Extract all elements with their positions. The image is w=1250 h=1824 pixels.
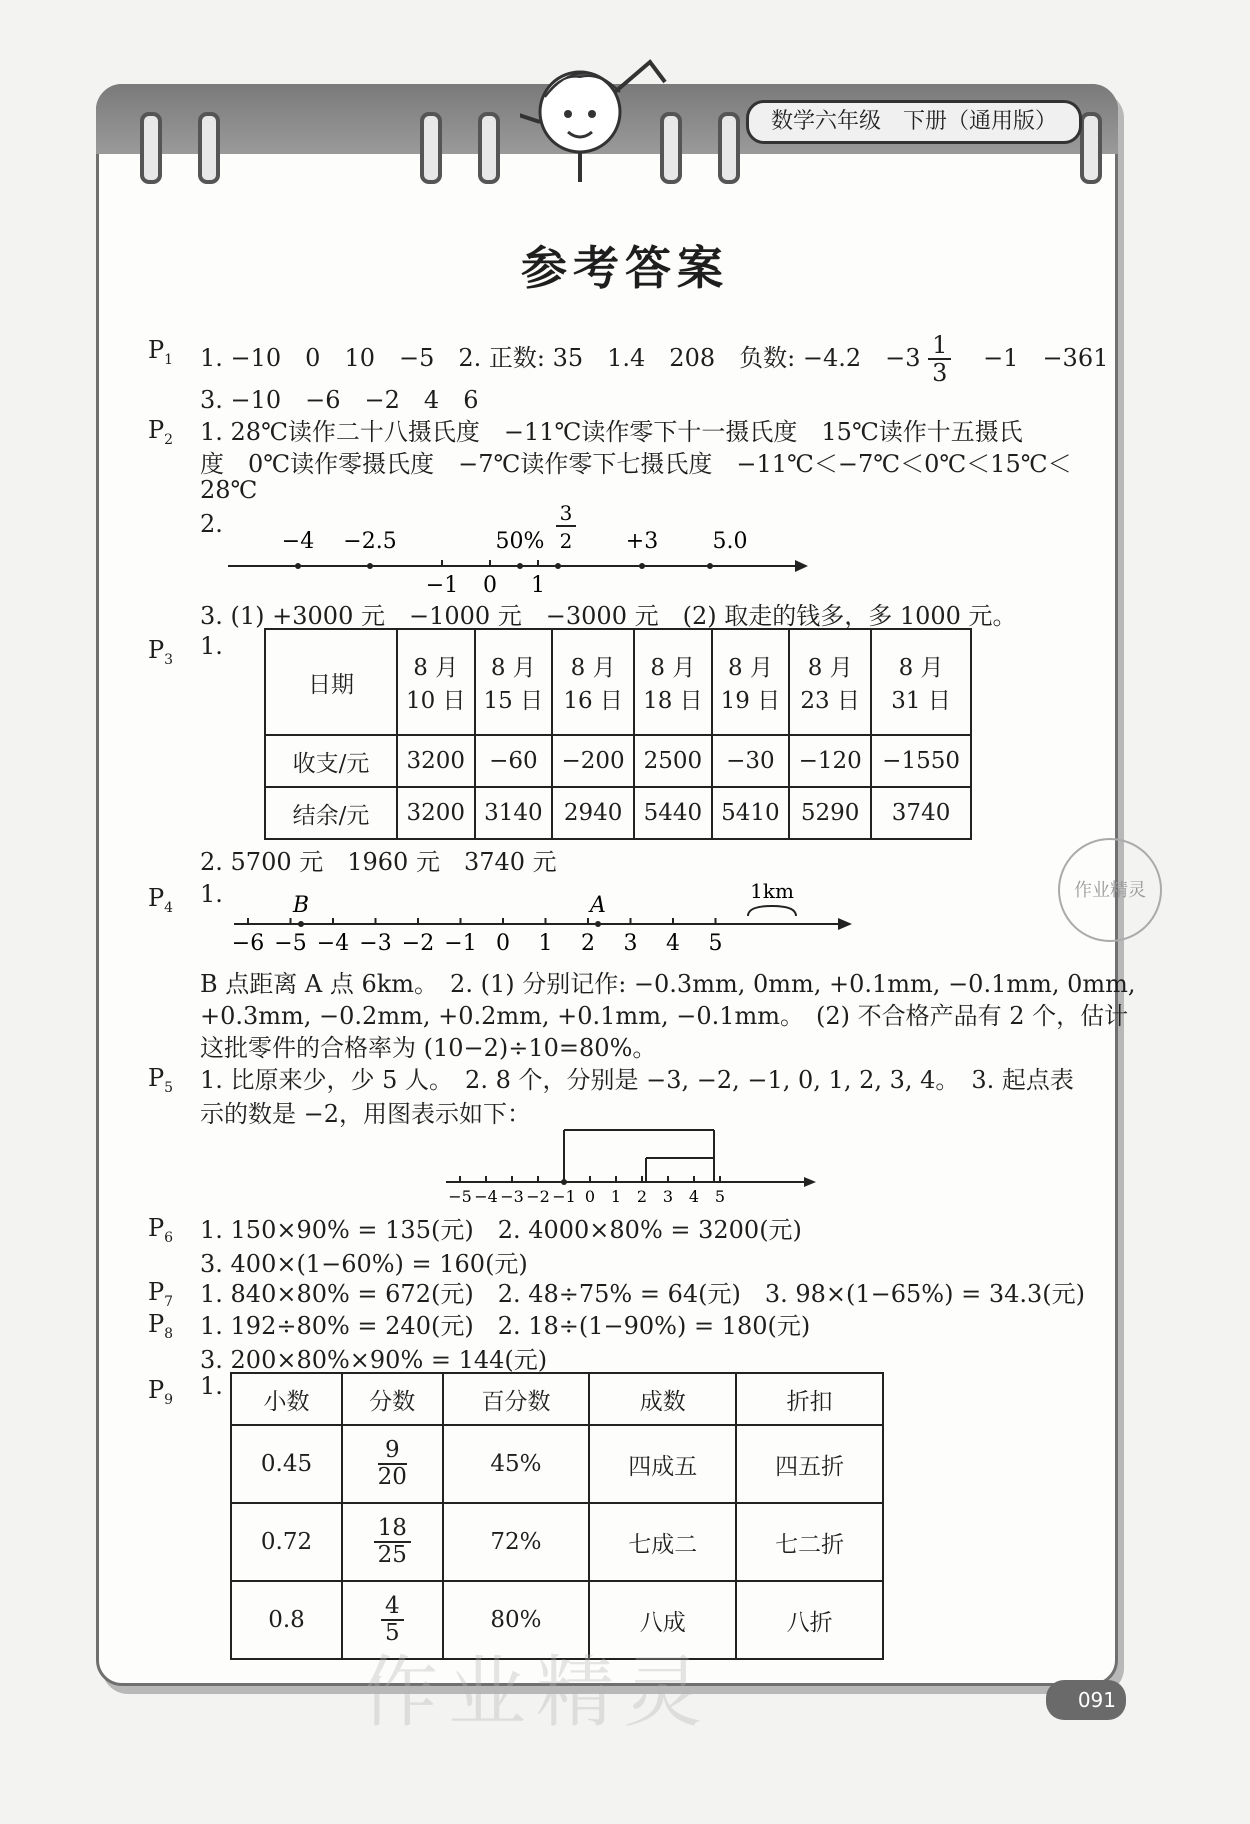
table-cell — [342, 1503, 443, 1581]
p2-line5: 3. (1) +3000 元 −1000 元 −3000 元 (2) 取走的钱多，多 1000 元。 — [200, 602, 1017, 630]
table-cell — [342, 1425, 443, 1503]
table-cell: 0.45 — [231, 1425, 342, 1503]
tick-label: 4 — [688, 1187, 700, 1206]
p1-line2: 3. −10 −6 −2 4 6 — [200, 386, 479, 414]
table-cell: 3200 — [397, 787, 475, 839]
label-bottom: −1 — [425, 573, 459, 598]
p6-line2: 3. 400×(1−60%) = 160(元) — [200, 1250, 528, 1278]
page-number: 091 — [1046, 1680, 1126, 1720]
fraction: $\frac{18}{25}$ — [374, 1516, 411, 1569]
stamp-seal: 作业精灵 — [1058, 838, 1162, 942]
binder-ring — [198, 112, 220, 184]
tick-label: 1 — [610, 1187, 622, 1206]
tick-label: 1 — [538, 931, 553, 956]
p8-line2: 3. 200×80%×90% = 144(元) — [200, 1346, 548, 1374]
binder-ring — [420, 112, 442, 184]
table-row — [265, 735, 971, 787]
table-cell: 0.72 — [231, 1503, 342, 1581]
tick-label: 5 — [714, 1187, 726, 1206]
tick-label: 2 — [636, 1187, 648, 1206]
table-header: 小数 — [231, 1373, 342, 1425]
p2-line1: 1. 28℃读作二十八摄氏度 −11℃读作零下十一摄氏度 15℃读作十五摄氏 — [200, 418, 1023, 446]
binder-ring — [478, 112, 500, 184]
arrow-head — [838, 918, 852, 930]
p3-line2: 2. 5700 元 1960 元 3740 元 — [200, 848, 557, 876]
tick-label: −2 — [401, 931, 435, 956]
tick-label: −4 — [316, 931, 350, 956]
date-cell: 8 月 16 日 — [552, 629, 634, 735]
table-row — [231, 1503, 883, 1581]
table-cell: 四五折 — [736, 1425, 883, 1503]
p2-line3: 28℃ — [200, 476, 258, 504]
table-header: 收支/元 — [265, 735, 397, 787]
point-a-label: A — [590, 893, 606, 918]
table-cell: 八成 — [589, 1581, 736, 1659]
p4-line3: 这批零件的合格率为 (10−2)÷10=80%。 — [200, 1034, 657, 1062]
p2-line4: 2. — [200, 510, 223, 538]
date-cell: 8 月 19 日 — [712, 629, 790, 735]
table-row — [231, 1373, 883, 1425]
date-cell: 8 月 23 日 — [789, 629, 871, 735]
date-cell: 8 月 18 日 — [634, 629, 712, 735]
fraction: $\frac{9}{20}$ — [377, 1436, 407, 1490]
table-cell: 七成二 — [589, 1503, 736, 1581]
table-cell: 3200 — [397, 735, 475, 787]
p3-label: $P_3$ — [148, 636, 174, 668]
table-cell: −30 — [712, 735, 790, 787]
p8-line1: 1. 192÷80% = 240(元) 2. 18÷(1−90%) = 180(元) — [200, 1312, 811, 1340]
p9-label: $P_9$ — [148, 1376, 174, 1408]
table-cell: 七二折 — [736, 1503, 883, 1581]
label-bottom: 1 — [531, 573, 545, 598]
point — [555, 563, 561, 569]
table-cell: −1550 — [871, 735, 971, 787]
p9-q1: 1. — [200, 1372, 223, 1400]
tick-label: −1 — [444, 931, 477, 956]
label-top: 50% — [495, 529, 545, 554]
p7-label: $P_7$ — [148, 1278, 174, 1310]
p4-line1: B 点距离 A 点 6km。 2. (1) 分别记作: −0.3mm, 0mm, +0.1mm, −0.1mm, 0mm, — [200, 970, 1136, 998]
point-b — [298, 921, 304, 927]
table-row — [265, 787, 971, 839]
table-row — [265, 629, 971, 735]
tick-label: −1 — [552, 1187, 576, 1206]
p4-number-line — [228, 880, 858, 960]
table-cell: 5290 — [789, 787, 871, 839]
label-top: +3 — [625, 529, 659, 554]
tick-label: 2 — [581, 931, 595, 956]
p2-line2: 度 0℃读作零摄氏度 −7℃读作零下七摄氏度 −11℃＜−7℃＜0℃＜15℃＜ — [200, 450, 1072, 478]
frac-den: 2 — [559, 529, 573, 553]
p4-label: $P_4$ — [148, 884, 174, 916]
table-header: 分数 — [342, 1373, 443, 1425]
tick-label: −3 — [359, 931, 392, 956]
table-header: 折扣 — [736, 1373, 883, 1425]
table-header: 成数 — [589, 1373, 736, 1425]
table-cell: −120 — [789, 735, 871, 787]
point-a — [595, 921, 601, 927]
table-cell: 72% — [443, 1503, 590, 1581]
arrow-head — [795, 560, 808, 572]
table-cell: 5440 — [634, 787, 712, 839]
tick-label: −5 — [448, 1187, 472, 1206]
tick-label: 3 — [623, 931, 638, 956]
tick-label: −2 — [526, 1187, 550, 1206]
p1-line1: 1. −10 0 10 −5 2. 正数: 35 1.4 208 负数: −4.2 −3 $\frac{1}{3}$ −1 −361 — [200, 331, 1109, 388]
tick-label: −6 — [231, 931, 265, 956]
p3-q1: 1. — [200, 632, 223, 660]
label-top: −4 — [281, 529, 315, 554]
p5-line1: 1. 比原来少，少 5 人。 2. 8 个，分别是 −3, −2, −1, 0, 1, 2, 3, 4。 3. 起点表 — [200, 1066, 1074, 1094]
p6-label: $P_6$ — [148, 1214, 174, 1246]
table-cell: 3740 — [871, 787, 971, 839]
income-table — [264, 628, 972, 840]
p4-q1: 1. — [200, 880, 223, 908]
table-cell: 八折 — [736, 1581, 883, 1659]
point — [639, 563, 645, 569]
table-cell: 0.8 — [231, 1581, 342, 1659]
label-top: 5.0 — [712, 529, 748, 554]
point-b-label: B — [292, 893, 310, 918]
frac-num: 3 — [559, 501, 573, 525]
date-cell: 8 月 10 日 — [397, 629, 475, 735]
table-cell: 45% — [443, 1425, 590, 1503]
p5-line2: 示的数是 −2，用图表示如下： — [200, 1100, 532, 1128]
page-title: 参考答案 — [521, 241, 729, 295]
date-cell: 8 月 15 日 — [475, 629, 553, 735]
fraction: $\frac{1}{3}$ — [928, 332, 951, 387]
km-label: 1km — [750, 880, 794, 903]
table-cell: −200 — [552, 735, 634, 787]
label-top: −2.5 — [343, 529, 397, 554]
table-header: 百分数 — [443, 1373, 590, 1425]
tick-label: 0 — [496, 931, 510, 956]
km-bracket — [748, 906, 796, 916]
date-cell: 8 月 31 日 — [871, 629, 971, 735]
label-bottom: 0 — [483, 573, 497, 598]
table-cell: −60 — [475, 735, 553, 787]
tick-label: 4 — [666, 931, 680, 956]
table-cell: 2500 — [634, 735, 712, 787]
p5-number-line — [444, 1120, 824, 1212]
mascot-illustration — [520, 52, 670, 192]
tick-label: −5 — [274, 931, 307, 956]
watermark: 作业精灵 — [360, 1648, 713, 1738]
table-cell: 四成五 — [589, 1425, 736, 1503]
tick-label: 3 — [662, 1187, 674, 1206]
p7-line1: 1. 840×80% = 672(元) 2. 48÷75% = 64(元) 3. 98×(1−65%) = 34.3(元) — [200, 1280, 1085, 1308]
tick-label: 5 — [708, 931, 723, 956]
table-cell: 3140 — [475, 787, 553, 839]
binder-ring — [718, 112, 740, 184]
tick-label: −4 — [474, 1187, 498, 1206]
p6-line1: 1. 150×90% = 135(元) 2. 4000×80% = 3200(元) — [200, 1216, 802, 1244]
binder-ring — [140, 112, 162, 184]
binder-ring — [1080, 112, 1102, 184]
p2-label: $P_2$ — [148, 416, 174, 448]
table-cell: 80% — [443, 1581, 590, 1659]
table-cell: 2940 — [552, 787, 634, 839]
table-header: 日期 — [265, 629, 397, 735]
p5-label: $P_5$ — [148, 1064, 174, 1096]
point — [295, 563, 301, 569]
table-row — [231, 1425, 883, 1503]
point — [517, 563, 523, 569]
fraction: $\frac{4}{5}$ — [381, 1594, 404, 1647]
point — [707, 563, 713, 569]
p4-line2: +0.3mm, −0.2mm, +0.2mm, +0.1mm, −0.1mm。 (2) 不合格产品有 2 个，估计 — [200, 1002, 1129, 1030]
arrow-head — [804, 1177, 816, 1187]
table-header: 结余/元 — [265, 787, 397, 839]
p1-label: $P_1$ — [148, 336, 174, 368]
point — [367, 563, 373, 569]
p8-label: $P_8$ — [148, 1310, 174, 1342]
table-cell: 5410 — [712, 787, 790, 839]
conversion-table — [230, 1372, 884, 1660]
tick-label: 0 — [584, 1187, 596, 1206]
start-point — [561, 1179, 567, 1185]
book-title-badge: 数学六年级 下册（通用版） — [746, 100, 1082, 144]
tick-label: −3 — [500, 1187, 524, 1206]
p2-number-line — [220, 500, 810, 600]
